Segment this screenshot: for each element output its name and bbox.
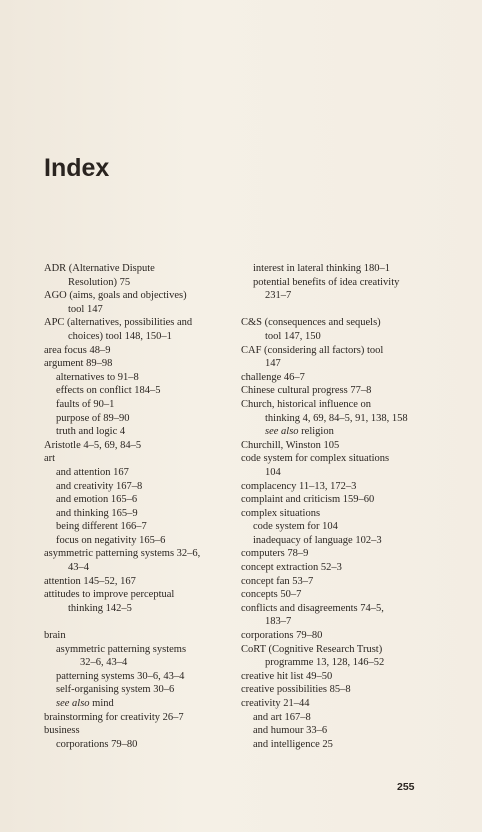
- index-entry: concept extraction 52–3: [241, 562, 342, 574]
- index-entry: computers 78–9: [241, 548, 309, 560]
- index-entry: and attention 167: [56, 466, 129, 478]
- index-entry: tool 147, 150: [265, 330, 321, 342]
- index-entry: effects on conflict 184–5: [56, 385, 161, 397]
- index-entry: challenge 46–7: [241, 371, 305, 383]
- index-entry: complacency 11–13, 172–3: [241, 480, 357, 492]
- index-gap: [44, 615, 244, 629]
- index-gap: [241, 303, 441, 317]
- index-entry: 183–7: [265, 616, 292, 628]
- index-entry: complaint and criticism 159–60: [241, 494, 375, 506]
- index-entry: business: [44, 725, 80, 737]
- index-entry: attention 145–52, 167: [44, 575, 136, 587]
- index-entry: focus on negativity 165–6: [56, 534, 166, 546]
- index-entry: patterning systems 30–6, 43–4: [56, 670, 185, 682]
- index-entry: choices) tool 148, 150–1: [68, 330, 172, 342]
- index-entry: purpose of 89–90: [56, 412, 130, 424]
- index-entry: complex situations: [241, 507, 321, 519]
- index-entry: creative hit list 49–50: [241, 670, 333, 682]
- index-entry: and thinking 165–9: [56, 507, 138, 519]
- page-title: Index: [44, 154, 110, 182]
- index-entry: being different 166–7: [56, 521, 147, 533]
- index-entry: brainstorming for creativity 26–7: [44, 711, 184, 723]
- index-entry: [241, 425, 441, 439]
- index-column-left: [44, 262, 244, 751]
- index-entry: 32–6, 43–4: [80, 657, 128, 669]
- index-entry: ADR (Alternative Dispute: [44, 263, 155, 274]
- index-entry: alternatives to 91–8: [56, 371, 139, 383]
- index-entry: truth and logic 4: [56, 426, 126, 438]
- index-entry: tool 147: [68, 303, 103, 315]
- index-entry: asymmetric patterning systems: [56, 643, 187, 655]
- index-entry: creative possibilities 85–8: [241, 684, 351, 696]
- index-entry: AGO (aims, goals and objectives): [44, 290, 187, 302]
- index-entry: programme 13, 128, 146–52: [265, 657, 385, 669]
- index-entry: Church, historical influence on: [241, 398, 372, 410]
- index-entry: conflicts and disagreements 74–5,: [241, 602, 384, 614]
- index-entry: concept fan 53–7: [241, 575, 314, 587]
- index-entry: 104: [265, 466, 281, 478]
- index-entry: attitudes to improve perceptual: [44, 589, 175, 601]
- index-entry: and art 167–8: [253, 711, 311, 723]
- index-entry: C&S (consequences and sequels): [241, 317, 381, 329]
- index-entry: APC (alternatives, possibilities and: [44, 317, 193, 329]
- index-entry: code system for complex situations: [241, 453, 390, 465]
- index-entry: 231–7: [265, 290, 292, 302]
- index-entry: art: [44, 453, 56, 465]
- index-entry: and creativity 167–8: [56, 480, 143, 492]
- page-number: 255: [397, 781, 415, 793]
- index-entry: corporations 79–80: [56, 738, 138, 750]
- see-also-label: see also: [265, 426, 299, 438]
- cross-reference: mind: [89, 698, 114, 709]
- index-entry: and humour 33–6: [253, 725, 328, 737]
- index-entry: concepts 50–7: [241, 589, 302, 601]
- index-entry: creativity 21–44: [241, 698, 310, 709]
- cross-reference: religion: [298, 426, 334, 438]
- index-entry: CAF (considering all factors) tool: [241, 344, 384, 356]
- index-entry: corporations 79–80: [241, 630, 323, 642]
- index-entry: thinking 142–5: [68, 602, 132, 614]
- index-entry: CoRT (Cognitive Research Trust): [241, 643, 383, 655]
- index-entry: 147: [265, 358, 281, 370]
- index-entry: Churchill, Winston 105: [241, 439, 340, 451]
- index-entry: asymmetric patterning systems 32–6,: [44, 548, 201, 560]
- index-entry: [44, 697, 244, 711]
- index-entry: interest in lateral thinking 180–1: [253, 263, 391, 274]
- index-entry: Aristotle 4–5, 69, 84–5: [44, 439, 142, 451]
- index-entry: potential benefits of idea creativity: [253, 276, 400, 288]
- index-entry: faults of 90–1: [56, 398, 115, 410]
- index-entry: and intelligence 25: [253, 738, 333, 750]
- index-entry: argument 89–98: [44, 358, 113, 370]
- index-entry: self-organising system 30–6: [56, 684, 175, 696]
- index-entry: Chinese cultural progress 77–8: [241, 385, 372, 397]
- index-entry: inadequacy of language 102–3: [253, 534, 382, 546]
- see-also-label: see also: [56, 698, 90, 709]
- index-column-right: [241, 262, 441, 751]
- index-entry: area focus 48–9: [44, 344, 111, 356]
- index-entry: Resolution) 75: [68, 276, 131, 288]
- index-entry: brain: [44, 630, 66, 642]
- index-entry: code system for 104: [253, 521, 338, 533]
- index-entry: and emotion 165–6: [56, 494, 138, 506]
- index-entry: 43–4: [68, 562, 89, 574]
- index-entry: thinking 4, 69, 84–5, 91, 138, 158: [265, 412, 408, 424]
